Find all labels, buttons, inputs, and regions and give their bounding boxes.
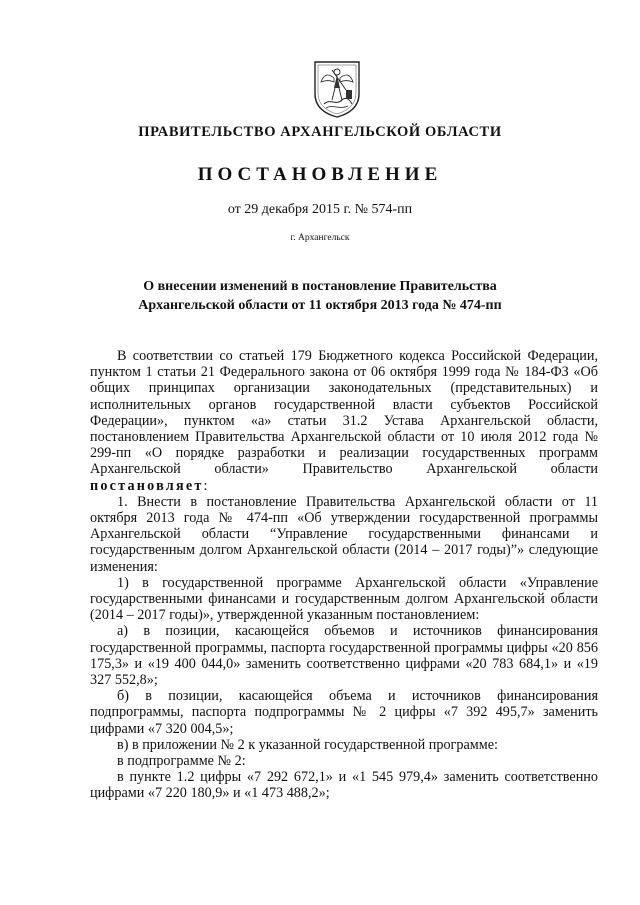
preamble-paragraph: [90, 348, 598, 494]
subject-line-1: О внесении изменений в постановление Правительства: [143, 279, 497, 294]
coat-of-arms-icon: [312, 60, 362, 118]
preamble-text: В соответствии со статьей 179 Бюджетного кодекса Российской Федерации, пунктом 1 статьи 21 Федерального закона от 06 октября 1999 года № 184-ФЗ «Об общих принципах организации законодательных (представительных) и исполнительных органов государственной власти субъектов Российской Федерации», пунктом «а» статьи 31.2 Устава Архангельской области, постановлением Правительства Архангельской области от 10 июля 2012 года № 299-пп «О порядке разработки и реализации государственных программ Архангельской области» Правительство Архангельской области: [90, 348, 598, 478]
paragraph-item-1-2: в пункте 1.2 цифры «7 292 672,1» и «1 545 979,4» заменить соответственно цифрами «7 220 180,9» и «1 473 488,2»;: [90, 769, 598, 802]
paragraph-1: 1. Внести в постановление Правительства Архангельской области от 11 октября 2013 года № 474-пп «Об утверждении государственной программы Архангельской области “Управление государственными финансами и государственным долгом Архангельской области (2014 – 2017 годы)”» следующие изменения:: [90, 493, 598, 575]
resolves-word: постановляет: [90, 477, 204, 494]
paragraph-subprogram-2: в подпрограмме № 2:: [117, 753, 246, 770]
subject-line-2: Архангельской области от 11 октября 2013 года № 474-пп: [138, 298, 502, 313]
document-date-number: от 29 декабря 2015 г. № 574-пп: [227, 202, 413, 217]
paragraph-b: б) в позиции, касающейся объема и источников финансирования подпрограммы, паспорта подпрограммы № 2 цифры «7 392 495,7» заменить цифрами «7 320 004,5»;: [90, 688, 598, 737]
paragraph-1-1: 1) в государственной программе Архангельской области «Управление государственными финансами и государственным долгом Архангельской области (2014 – 2017 годы)», утвержденной указанным постановлением:: [90, 574, 598, 624]
document-type: ПОСТАНОВЛЕНИЕ: [197, 164, 443, 185]
preamble-colon: :: [203, 477, 208, 494]
paragraph-v: в) в приложении № 2 к указанной государственной программе:: [117, 736, 498, 753]
paragraph-a: а) в позиции, касающейся объемов и источников финансирования государственной программы, паспорта государственной программы цифры «20 856 175,3» и «19 400 044,0» заменить соответственно цифрами «20 783 684,1» и «19 327 552,8»;: [90, 623, 598, 689]
document-body: [90, 348, 598, 802]
document-place: г. Архангельск: [290, 233, 350, 243]
organization-name: ПРАВИТЕЛЬСТВО АРХАНГЕЛЬСКОЙ ОБЛАСТИ: [138, 124, 502, 140]
document-subject: [0, 277, 640, 315]
